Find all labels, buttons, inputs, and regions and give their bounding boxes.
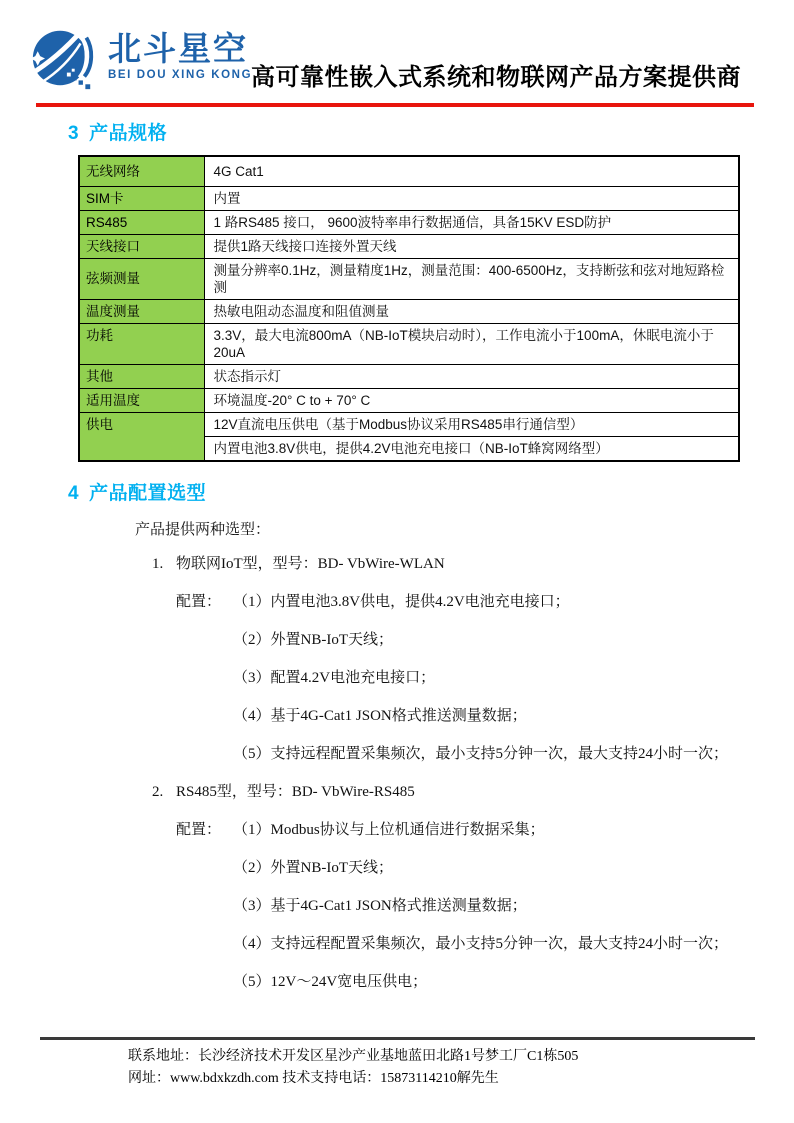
config-item — [176, 583, 748, 621]
config-item: （5）支持远程配置采集频次，最小支持5分钟一次，最大支持24小时一次； — [233, 745, 729, 762]
spec-table — [78, 155, 740, 462]
main-content — [68, 114, 748, 1001]
table-row — [79, 186, 739, 210]
spec-value: 3.3V，最大电流800mA（NB-IoT模块启动时），工作电流小于100mA，休眠电流小于20uA — [204, 323, 739, 364]
spec-label: 功耗 — [79, 323, 204, 364]
spec-value: 环境温度-20° C to + 70° C — [204, 388, 739, 412]
spec-label: 供电 — [79, 412, 204, 461]
section-title-specs — [68, 118, 748, 145]
header-divider — [36, 103, 754, 107]
table-row — [79, 234, 739, 258]
beidou-logo-icon — [28, 24, 98, 94]
config-label: 配置： — [176, 821, 222, 838]
config-option-1 — [68, 545, 748, 773]
section-label: 产品配置选型 — [89, 482, 207, 504]
config-item: （2）外置NB-IoT天线； — [233, 631, 393, 648]
config-item — [176, 811, 748, 849]
config-label: 配置： — [176, 593, 222, 610]
logo-name: 北斗星空 — [108, 30, 248, 67]
config-item: （4）支持远程配置采集频次，最小支持5分钟一次，最大支持24小时一次； — [233, 935, 729, 952]
config-section — [68, 478, 748, 1001]
spec-value: 测量分辨率0.1Hz，测量精度1Hz，测量范围：400-6500Hz，支持断弦和弦对地短路检测 — [204, 258, 739, 299]
config-item: （3）配置4.2V电池充电接口； — [233, 669, 436, 686]
spec-value: 热敏电阻动态温度和阻值测量 — [204, 299, 739, 323]
section-number: 3 — [68, 123, 80, 144]
page-footer — [128, 1046, 578, 1090]
option-title-text: 物联网IoT型，型号：BD- VbWire-WLAN — [176, 555, 445, 572]
config-option-2 — [68, 773, 748, 1001]
option-title-text: RS485型，型号：BD- VbWire-RS485 — [176, 783, 415, 800]
config-item: （4）基于4G-Cat1 JSON格式推送测量数据； — [233, 707, 527, 724]
spec-label: 适用温度 — [79, 388, 204, 412]
spec-value: 内置电池3.8V供电，提供4.2V电池充电接口（NB-IoT蜂窝网络型） — [204, 436, 739, 461]
header-tagline: 高可靠性嵌入式系统和物联网产品方案提供商 — [251, 65, 741, 91]
spec-value: 提供1路天线接口连接外置天线 — [204, 234, 739, 258]
footer-divider — [40, 1037, 755, 1040]
config-item: （3）基于4G-Cat1 JSON格式推送测量数据； — [233, 897, 527, 914]
table-row — [79, 412, 739, 436]
spec-value: 4G Cat1 — [204, 156, 739, 186]
section-title-config — [68, 478, 748, 505]
logo — [28, 24, 252, 94]
option-index: 1. — [152, 555, 164, 572]
table-row — [79, 299, 739, 323]
footer-address: 联系地址：长沙经济技术开发区星沙产业基地蓝田北路1号梦工厂C1栋505 — [128, 1049, 579, 1064]
table-row — [79, 210, 739, 234]
config-item-text: （1）内置电池3.8V供电，提供4.2V电池充电接口； — [233, 593, 570, 610]
section-number: 4 — [68, 482, 80, 504]
logo-text-block — [108, 24, 252, 81]
config-item: （5）12V～24V宽电压供电； — [233, 973, 428, 990]
option-title — [152, 545, 748, 583]
config-item: （2）外置NB-IoT天线； — [233, 859, 393, 876]
table-row — [79, 364, 739, 388]
spec-label: SIM卡 — [79, 186, 204, 210]
config-intro: 产品提供两种选型： — [135, 521, 271, 538]
spec-value: 12V直流电压供电（基于Modbus协议采用RS485串行通信型） — [204, 412, 739, 436]
spec-value: 内置 — [204, 186, 739, 210]
config-item-text: （1）Modbus协议与上位机通信进行数据采集； — [233, 821, 545, 838]
section-label: 产品规格 — [89, 123, 168, 144]
spec-label: 无线网络 — [79, 156, 204, 186]
table-row — [79, 388, 739, 412]
spec-value: 1 路RS485 接口， 9600波特率串行数据通信，具备15KV ESD防护 — [204, 210, 739, 234]
spec-label: 弦频测量 — [79, 258, 204, 299]
footer-contact: 网址：www.bdxkzdh.com 技术支持电话：15873114210解先生 — [128, 1071, 499, 1086]
logo-subname: BEI DOU XING KONG — [108, 69, 253, 81]
table-row — [79, 156, 739, 186]
spec-label: 天线接口 — [79, 234, 204, 258]
table-row — [79, 258, 739, 299]
option-index: 2. — [152, 783, 164, 800]
spec-label: 其他 — [79, 364, 204, 388]
spec-label: 温度测量 — [79, 299, 204, 323]
spec-value: 状态指示灯 — [204, 364, 739, 388]
option-title — [152, 773, 748, 811]
spec-label: RS485 — [79, 210, 204, 234]
table-row — [79, 323, 739, 364]
